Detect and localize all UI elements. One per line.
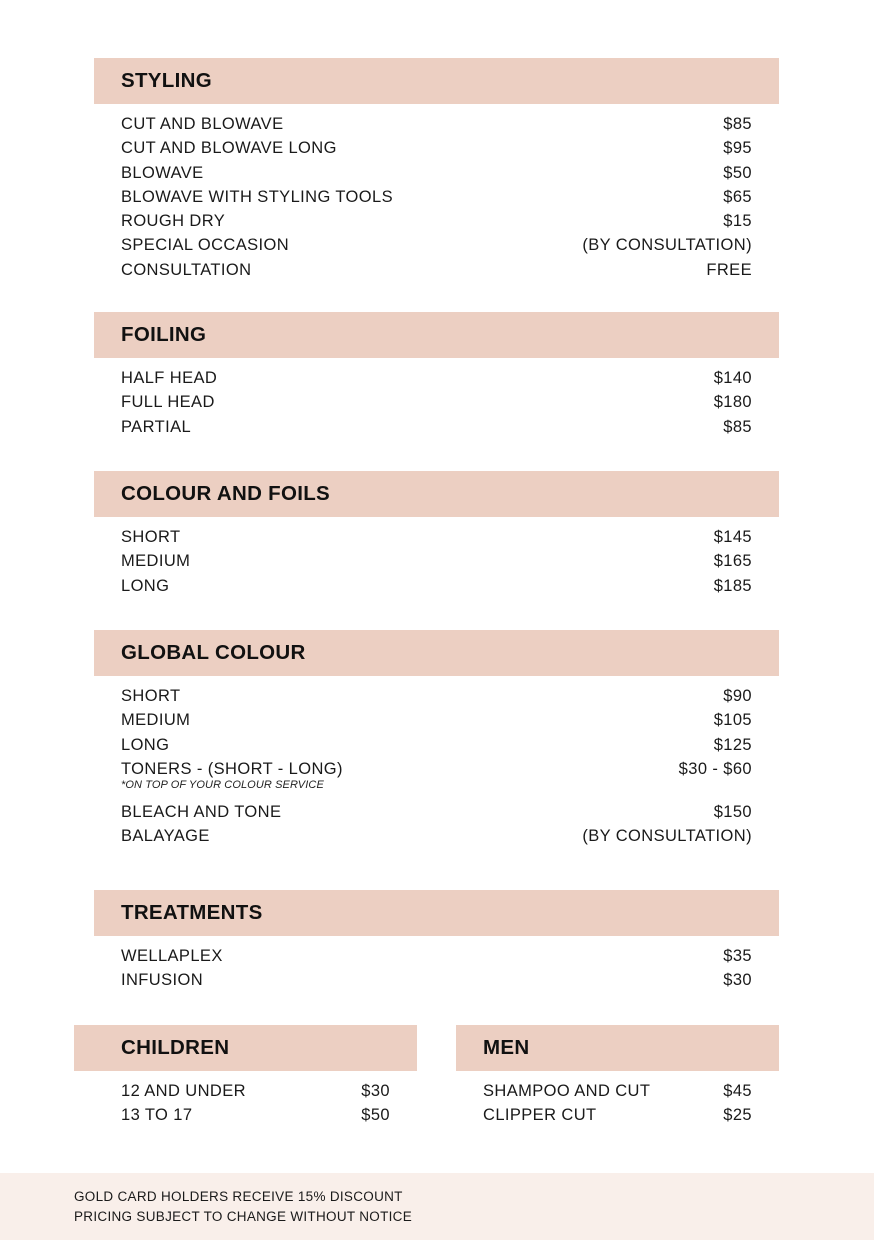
list-item <box>121 139 752 163</box>
item-name: CUT AND BLOWAVE <box>121 115 284 133</box>
list-item <box>121 827 752 851</box>
foiling-header <box>94 312 779 358</box>
list-item <box>121 577 752 601</box>
list-item <box>121 1082 390 1106</box>
item-price: $50 <box>723 163 752 182</box>
item-price: $50 <box>361 1106 390 1125</box>
list-item <box>121 528 752 552</box>
men-list <box>483 1082 752 1131</box>
item-name: SHORT <box>121 687 181 705</box>
footer <box>0 1173 874 1240</box>
item-price: FREE <box>706 260 752 279</box>
item-name: CUT AND BLOWAVE LONG <box>121 139 337 158</box>
item-price: $85 <box>723 417 752 436</box>
item-price: $125 <box>713 735 752 754</box>
footer-pricing-note: PRICING SUBJECT TO CHANGE WITHOUT NOTICE <box>74 1209 413 1224</box>
list-item <box>121 261 752 285</box>
item-price: $105 <box>713 711 752 730</box>
children-list <box>121 1082 390 1131</box>
item-price: $45 <box>723 1082 752 1100</box>
section-title: TREATMENTS <box>121 901 263 924</box>
section-title: FOILING <box>121 323 207 346</box>
list-item <box>121 1106 390 1130</box>
item-name: MEDIUM <box>121 711 191 730</box>
item-name: ROUGH DRY <box>121 212 226 231</box>
list-item <box>121 418 752 442</box>
section-title: GLOBAL COLOUR <box>121 641 306 664</box>
list-item <box>121 711 752 735</box>
item-price: (BY CONSULTATION) <box>582 827 752 846</box>
item-name: CLIPPER CUT <box>483 1106 597 1125</box>
item-price: $140 <box>713 369 752 387</box>
item-price: $15 <box>723 212 752 231</box>
item-name: CONSULTATION <box>121 260 252 279</box>
item-name: FULL HEAD <box>121 393 215 412</box>
item-name: BLOWAVE WITH STYLING TOOLS <box>121 187 394 206</box>
item-name: BALAYAGE <box>121 827 210 846</box>
treatments-header <box>94 890 779 936</box>
item-name: INFUSION <box>121 971 204 990</box>
foiling-list <box>121 369 752 442</box>
item-name: MEDIUM <box>121 552 191 571</box>
section-title: COLOUR AND FOILS <box>121 482 331 505</box>
item-price: $65 <box>723 187 752 206</box>
global-colour-list <box>121 687 752 852</box>
list-item <box>121 164 752 188</box>
list-item <box>483 1106 752 1130</box>
toner-note: *ON TOP OF YOUR COLOUR SERVICE <box>121 779 324 792</box>
list-item <box>121 115 752 139</box>
item-name: WELLAPLEX <box>121 947 223 965</box>
item-price: $95 <box>723 139 752 158</box>
list-item <box>121 236 752 260</box>
item-name: LONG <box>121 735 170 754</box>
item-price: (BY CONSULTATION) <box>582 236 752 255</box>
item-name: SHORT <box>121 528 181 546</box>
item-name: TONERS - (SHORT - LONG) <box>121 759 343 778</box>
list-item <box>483 1082 752 1106</box>
list-item <box>121 687 752 711</box>
men-header <box>456 1025 779 1071</box>
item-price: $30 - $60 <box>678 759 752 778</box>
item-name: PARTIAL <box>121 417 192 436</box>
item-name: BLOWAVE <box>121 163 204 182</box>
item-price: $185 <box>713 576 752 595</box>
item-name: HALF HEAD <box>121 369 218 387</box>
list-item <box>121 552 752 576</box>
item-price: $165 <box>713 552 752 571</box>
colour-and-foils-header <box>94 471 779 517</box>
list-item <box>121 971 752 995</box>
list-item <box>121 393 752 417</box>
list-item <box>121 803 752 827</box>
list-item <box>121 212 752 236</box>
item-name: LONG <box>121 576 170 595</box>
styling-header <box>94 58 779 104</box>
styling-list <box>121 115 752 285</box>
list-item <box>121 736 752 760</box>
section-title: MEN <box>483 1036 530 1059</box>
item-price: $30 <box>723 971 752 990</box>
item-price: $85 <box>723 115 752 133</box>
colour-and-foils-list <box>121 528 752 601</box>
list-item <box>121 369 752 393</box>
item-name: 13 TO 17 <box>121 1106 193 1125</box>
item-price: $25 <box>723 1106 752 1125</box>
footer-discount-note: GOLD CARD HOLDERS RECEIVE 15% DISCOUNT <box>74 1189 403 1204</box>
section-title: CHILDREN <box>121 1036 230 1059</box>
treatments-list <box>121 947 752 996</box>
item-price: $150 <box>713 803 752 822</box>
children-header <box>74 1025 417 1071</box>
item-price: $180 <box>713 393 752 412</box>
item-price: $35 <box>723 947 752 965</box>
item-name: SHAMPOO AND CUT <box>483 1082 651 1100</box>
item-price: $145 <box>713 528 752 546</box>
list-item <box>121 188 752 212</box>
item-name: 12 AND UNDER <box>121 1082 246 1100</box>
item-price: $30 <box>361 1082 390 1100</box>
item-name: BLEACH AND TONE <box>121 803 282 822</box>
item-name: SPECIAL OCCASION <box>121 236 290 255</box>
global-colour-header <box>94 630 779 676</box>
item-price: $90 <box>723 687 752 705</box>
section-title: STYLING <box>121 69 212 92</box>
list-item <box>121 947 752 971</box>
